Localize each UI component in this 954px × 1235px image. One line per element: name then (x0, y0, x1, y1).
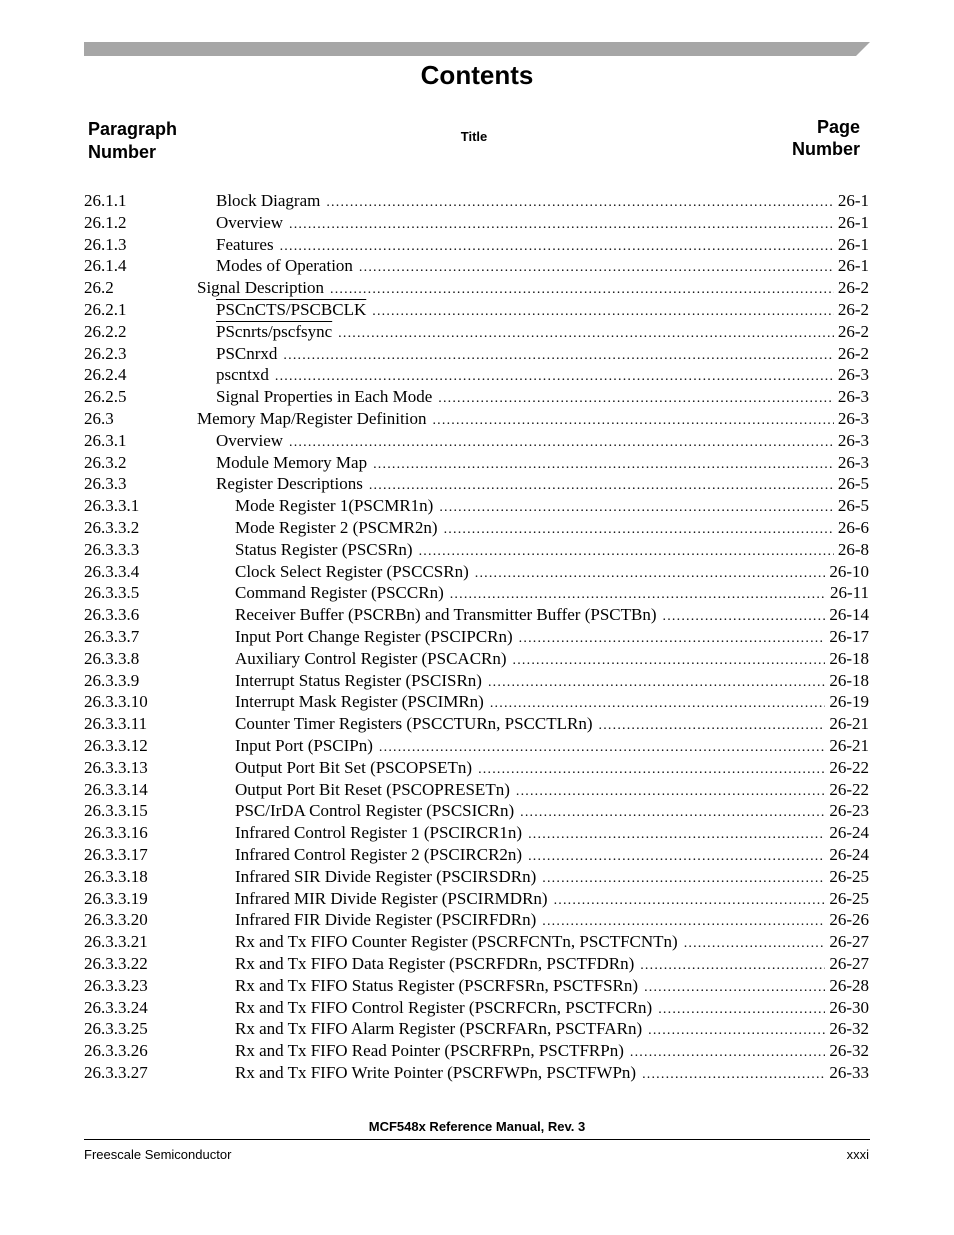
toc-entry-number: 26.3.3.27 (84, 1063, 148, 1082)
toc-entry-number: 26.3.3.20 (84, 910, 148, 930)
toc-entry-page: 26-21 (829, 736, 869, 755)
toc-entry-number: 26.3.3.17 (84, 845, 148, 864)
toc-entry-number: 26.1.3 (84, 234, 127, 254)
toc-entry-page: 26-11 (829, 583, 869, 603)
dot-leader (379, 737, 825, 759)
toc-entry-number: 26.3 (84, 409, 114, 428)
toc-entry-title: Rx and Tx FIFO Read Pointer (PSCRFRPn, PSCTFRPn) (235, 1041, 624, 1061)
toc-entry[interactable] (0, 408, 954, 430)
toc-entry-number: 26.3.3.22 (84, 954, 148, 973)
dot-leader (513, 650, 826, 672)
toc-entry-page: 26-28 (829, 975, 869, 995)
page-number: xxxi (846, 1147, 869, 1162)
dot-leader (475, 563, 826, 585)
toc-entry-page: 26-2 (837, 321, 869, 341)
toc-entry[interactable] (0, 343, 954, 365)
toc-entry[interactable] (0, 844, 954, 866)
toc-entry-line (216, 430, 869, 454)
dot-leader (438, 388, 834, 410)
toc-entry-page: 26-18 (829, 670, 869, 690)
toc-entry-title: Interrupt Status Register (PSCISRn) (235, 670, 482, 690)
toc-entry-page: 26-32 (829, 1019, 869, 1039)
toc-entry-line (216, 473, 869, 497)
toc-entry[interactable] (0, 822, 954, 844)
toc-entry-title: PSC/IrDA Control Register (PSCSICRn) (235, 801, 515, 821)
toc-entry[interactable] (0, 975, 954, 997)
toc-entry-number: 26.3.3.13 (84, 757, 148, 777)
dot-leader (520, 802, 825, 824)
dot-leader (275, 366, 834, 388)
toc-entry[interactable] (0, 234, 954, 256)
toc-entry-title: Overview (216, 430, 284, 450)
dot-leader (554, 890, 826, 912)
toc-entry-line (216, 343, 869, 367)
dot-leader (372, 301, 834, 323)
toc-entry-page: 26-32 (829, 1041, 869, 1061)
toc-entry-number: 26.3.3.15 (84, 801, 148, 821)
toc-entry-title: Output Port Bit Set (PSCOPSETn) (235, 757, 473, 777)
toc-entry-line (216, 255, 869, 279)
dot-leader (283, 345, 833, 367)
toc-entry-title: PSCnCTS/PSCBCLK (216, 300, 367, 319)
toc-entry-title: Infrared FIR Divide Register (PSCIRFDRn) (235, 910, 537, 930)
toc-entry-page: 26-27 (829, 932, 869, 952)
toc-entry[interactable] (0, 604, 954, 626)
toc-entry-line (235, 866, 869, 890)
dot-leader (330, 279, 834, 301)
toc-entry-line (235, 1062, 869, 1086)
toc-entry-line (197, 408, 869, 432)
toc-entry-title: PSCnrxd (216, 343, 278, 363)
toc-entry[interactable] (0, 321, 954, 343)
dot-leader (373, 454, 834, 476)
toc-entry-page: 26-30 (829, 997, 869, 1017)
toc-entry-line (235, 495, 869, 519)
toc-entry-page: 26-3 (837, 365, 869, 385)
dot-leader (519, 628, 826, 650)
toc-entry-page: 26-2 (837, 343, 869, 363)
toc-entry-line (216, 321, 869, 345)
toc-entry-number: 26.3.3.11 (84, 714, 148, 734)
toc-entry-number: 26.3.3.7 (84, 627, 140, 646)
toc-entry-number: 26.3.3.3 (84, 539, 140, 559)
toc-entry-number: 26.2.5 (84, 387, 127, 407)
toc-entry-line (216, 299, 869, 323)
toc-entry-title: Rx and Tx FIFO Status Register (PSCRFSRn, PSCTFSRn) (235, 975, 639, 995)
dot-leader (644, 977, 825, 999)
toc-entry-title: Signal Description (197, 278, 325, 298)
toc-entry[interactable] (0, 953, 954, 975)
toc-entry-page: 26-24 (829, 845, 869, 864)
toc-entry-page: 26-24 (829, 823, 869, 843)
toc-entry-number: 26.3.3.10 (84, 692, 148, 712)
toc-entry-page: 26-17 (829, 627, 869, 646)
toc-entry-title: Features (216, 234, 274, 254)
toc-entry[interactable] (0, 299, 954, 321)
toc-entry-line (235, 539, 869, 563)
toc-entry-number: 26.3.3.23 (84, 975, 148, 995)
toc-entry[interactable] (0, 713, 954, 735)
toc-entry-title: Signal Properties in Each Mode (216, 387, 433, 407)
toc-entry-number: 26.3.3.6 (84, 605, 140, 625)
toc-entry-title: Rx and Tx FIFO Control Register (PSCRFCRn, PSCTFCRn) (235, 997, 653, 1017)
toc-entry[interactable] (0, 364, 954, 386)
dot-leader (542, 911, 825, 933)
toc-entry[interactable] (0, 452, 954, 474)
toc-entry-page: 26-26 (829, 910, 869, 930)
toc-entry-line (235, 953, 869, 977)
dot-leader (490, 693, 825, 715)
toc-entry[interactable] (0, 473, 954, 495)
toc-entry-line (235, 779, 869, 803)
toc-entry-line (235, 844, 869, 868)
toc-entry[interactable] (0, 866, 954, 888)
manual-title: MCF548x Reference Manual, Rev. 3 (368, 1119, 586, 1134)
dot-leader (419, 541, 834, 563)
dot-leader (663, 606, 826, 628)
toc-entry-page: 26-2 (837, 300, 869, 319)
toc-entry-number: 26.3.3.21 (84, 932, 148, 952)
toc-entry-number: 26.3.3 (84, 474, 127, 494)
toc-entry[interactable] (0, 386, 954, 408)
toc-entry-page: 26-21 (829, 714, 869, 734)
toc-entry-line (216, 364, 869, 388)
toc-entry-number: 26.3.3.2 (84, 518, 140, 537)
toc-entry-title: pscntxd (216, 365, 269, 385)
toc-entry-page: 26-25 (829, 866, 869, 886)
toc-entry-line (235, 888, 869, 912)
header-bar (84, 42, 870, 56)
dot-leader (516, 781, 825, 803)
toc-entry-number: 26.2 (84, 278, 114, 298)
page-number-header (792, 116, 860, 160)
toc-entry-page: 26-18 (829, 648, 869, 668)
toc-entry-line (235, 604, 869, 628)
toc-entry-title: Rx and Tx FIFO Data Register (PSCRFDRn, PSCTFDRn) (235, 954, 635, 973)
dot-leader (450, 584, 826, 606)
toc-entry-number: 26.2.1 (84, 300, 127, 319)
footer-divider (84, 1139, 870, 1140)
toc-entry-page: 26-22 (829, 757, 869, 777)
toc-entry-title: PScnrts/pscfsync (216, 321, 333, 341)
toc-entry-line (216, 190, 869, 214)
toc-entry-title: Input Port (PSCIPn) (235, 736, 373, 755)
toc-entry-number: 26.2.3 (84, 343, 127, 363)
toc-entry-title: Rx and Tx FIFO Alarm Register (PSCRFARn, PSCTFARn) (235, 1019, 643, 1039)
toc-entry-page: 26-1 (837, 191, 869, 210)
dot-leader (432, 410, 833, 432)
toc-entry-page: 26-3 (837, 430, 869, 450)
toc-entry-line (235, 1040, 869, 1064)
toc-entry[interactable] (0, 190, 954, 212)
toc-entry-page: 26-33 (829, 1063, 869, 1082)
toc-entry[interactable] (0, 648, 954, 670)
toc-entry-page: 26-25 (829, 888, 869, 908)
toc-entry-title: Block Diagram (216, 191, 321, 210)
toc-entry-page: 26-23 (829, 801, 869, 821)
toc-entry-number: 26.3.3.18 (84, 866, 148, 886)
dot-leader (478, 759, 825, 781)
toc-entry-title: Receiver Buffer (PSCRBn) and Transmitter Buffer (PSCTBn) (235, 605, 657, 625)
toc-entry-line (235, 975, 869, 999)
toc-entry-title: Infrared SIR Divide Register (PSCIRSDRn) (235, 866, 537, 886)
toc-entry-line (235, 931, 869, 955)
toc-entry-page: 26-19 (829, 692, 869, 712)
toc-entry-line (216, 386, 869, 410)
toc-entry-title: Infrared Control Register 2 (PSCIRCR2n) (235, 845, 523, 864)
toc-entry-number: 26.3.2 (84, 452, 127, 472)
toc-entry-line (216, 234, 869, 258)
toc-entry-line (216, 212, 869, 236)
toc-entry-number: 26.3.3.8 (84, 648, 140, 668)
toc-entry-title: Output Port Bit Reset (PSCOPRESETn) (235, 779, 510, 799)
toc-entry-number: 26.3.3.5 (84, 583, 140, 603)
toc-entry[interactable] (0, 517, 954, 539)
paragraph-header-line1: Paragraph (88, 119, 178, 139)
toc-entry-title: Overview (216, 212, 284, 232)
toc-entry-page: 26-3 (837, 387, 869, 407)
dot-leader (684, 933, 826, 955)
toc-entry[interactable] (0, 691, 954, 713)
toc-entry-line (235, 713, 869, 737)
toc-entry-line (235, 670, 869, 694)
toc-entry-title: Auxiliary Control Register (PSCACRn) (235, 648, 507, 668)
toc-entry[interactable] (0, 670, 954, 692)
toc-entry-line (235, 691, 869, 715)
dot-leader (326, 192, 833, 214)
toc-entry-page: 26-3 (837, 452, 869, 472)
toc-entry[interactable] (0, 735, 954, 757)
toc-entry-title: Infrared MIR Divide Register (PSCIRMDRn) (235, 888, 548, 908)
toc-entry[interactable] (0, 430, 954, 452)
toc-entry-line (235, 1018, 869, 1042)
toc-entry-number: 26.2.4 (84, 365, 127, 385)
toc-entry-page: 26-8 (837, 539, 869, 559)
dot-leader (630, 1042, 825, 1064)
toc-entry[interactable] (0, 539, 954, 561)
toc-entry-number: 26.3.3.24 (84, 997, 148, 1017)
toc-entry-line (235, 626, 869, 650)
toc-entry[interactable] (0, 888, 954, 910)
toc-entry-page: 26-5 (837, 496, 869, 516)
toc-entry-number: 26.3.3.9 (84, 670, 140, 690)
toc-entry-page: 26-6 (837, 518, 869, 537)
toc-entry[interactable] (0, 931, 954, 953)
toc-entry-line (235, 997, 869, 1021)
toc-entry-line (235, 757, 869, 781)
company-name: Freescale Semiconductor (84, 1147, 232, 1162)
toc-entry[interactable] (0, 800, 954, 822)
toc-entry-line (235, 517, 869, 541)
toc-entry-number: 26.1.1 (84, 191, 127, 210)
toc-entry-title: Command Register (PSCCRn) (235, 583, 444, 603)
dot-leader (542, 868, 825, 890)
toc-entry-line (235, 561, 869, 585)
toc-entry-page: 26-5 (837, 474, 869, 494)
toc-entry-title: Module Memory Map (216, 452, 368, 472)
toc-entry-line (216, 452, 869, 476)
dot-leader (640, 955, 825, 977)
toc-entry-title: Rx and Tx FIFO Write Pointer (PSCRFWPn, PSCTFWPn) (235, 1063, 637, 1082)
toc-entry-title: Rx and Tx FIFO Counter Register (PSCRFCNTn, PSCTFCNTn) (235, 932, 678, 952)
toc-entry-line (235, 648, 869, 672)
toc-entry-number: 26.3.3.12 (84, 736, 148, 755)
dot-leader (280, 236, 834, 258)
toc-entry[interactable] (0, 582, 954, 604)
toc-entry-title: Interrupt Mask Register (PSCIMRn) (235, 692, 484, 712)
toc-entry[interactable] (0, 495, 954, 517)
toc-entry-title: Counter Timer Registers (PSCCTURn, PSCCTLRn) (235, 714, 593, 734)
dot-leader (658, 999, 825, 1021)
toc-entry-title: Input Port Change Register (PSCIPCRn) (235, 627, 513, 646)
toc-entry-title: Mode Register 1(PSCMR1n) (235, 496, 434, 516)
dot-leader (369, 475, 834, 497)
toc-entry[interactable] (0, 277, 954, 299)
dot-leader (338, 323, 834, 345)
toc-entry[interactable] (0, 757, 954, 779)
dot-leader (359, 257, 834, 279)
toc-entry-page: 26-14 (829, 605, 869, 625)
toc-entry[interactable] (0, 909, 954, 931)
toc-entry-title: Register Descriptions (216, 474, 363, 494)
dot-leader (642, 1064, 825, 1086)
toc-entry-number: 26.3.3.14 (84, 779, 148, 799)
toc-entry-number: 26.3.3.19 (84, 888, 148, 908)
toc-entry-title: Mode Register 2 (PSCMR2n) (235, 518, 438, 537)
dot-leader (528, 824, 825, 846)
toc-entry-number: 26.3.3.4 (84, 561, 140, 581)
page-header-line2: Number (791, 139, 860, 159)
toc-entry-line (235, 909, 869, 933)
toc-entry-page: 26-3 (837, 409, 869, 428)
dot-leader (488, 672, 825, 694)
toc-entry-title: Memory Map/Register Definition (197, 409, 427, 428)
toc-entry-line (197, 277, 869, 301)
toc-entry-number: 26.2.2 (84, 321, 127, 341)
toc-entry-page: 26-2 (837, 278, 869, 298)
toc-entry[interactable] (0, 212, 954, 234)
page-title: Contents (420, 60, 534, 90)
toc-entry-line (235, 800, 869, 824)
toc-entry-number: 26.3.1 (84, 430, 127, 450)
toc-entry-title: Infrared Control Register 1 (PSCIRCR1n) (235, 823, 523, 843)
toc-entry[interactable] (0, 779, 954, 801)
toc-entry-number: 26.3.3.25 (84, 1019, 148, 1039)
dot-leader (289, 432, 834, 454)
toc-entry-line (235, 582, 869, 606)
toc-entry-title: Modes of Operation (216, 256, 353, 276)
dot-leader (648, 1020, 825, 1042)
toc-entry-line (235, 735, 869, 759)
toc-entry[interactable] (0, 626, 954, 648)
toc-entry[interactable] (0, 997, 954, 1019)
toc-entry-line (235, 822, 869, 846)
toc-entry-page: 26-1 (837, 256, 869, 276)
dot-leader (439, 497, 833, 519)
toc-entry-number: 26.1.4 (84, 256, 127, 276)
toc-entry-number: 26.1.2 (84, 212, 127, 232)
dot-leader (444, 519, 834, 541)
toc-entry[interactable] (0, 255, 954, 277)
toc-entry-title: Status Register (PSCSRn) (235, 539, 413, 559)
toc-entry-page: 26-22 (829, 779, 869, 799)
toc-entry-number: 26.3.3.1 (84, 496, 140, 516)
title-header: Title (460, 129, 488, 144)
toc-entry-page: 26-1 (837, 234, 869, 254)
toc-entry-page: 26-1 (837, 212, 869, 232)
toc-entry[interactable] (0, 1018, 954, 1040)
toc-entry-title: Clock Select Register (PSCCSRn) (235, 561, 469, 581)
paragraph-header-line2: Number (88, 142, 157, 162)
toc-entry[interactable] (0, 1040, 954, 1062)
dot-leader (528, 846, 825, 868)
page-header-line1: Page (816, 117, 860, 137)
toc-entry[interactable] (0, 561, 954, 583)
toc-entry[interactable] (0, 1062, 954, 1084)
toc-entry-number: 26.3.3.16 (84, 823, 148, 843)
toc-entry-page: 26-10 (829, 561, 869, 581)
toc-entry-number: 26.3.3.26 (84, 1041, 148, 1061)
dot-leader (289, 214, 834, 236)
toc-entry-page: 26-27 (829, 954, 869, 973)
dot-leader (599, 715, 826, 737)
